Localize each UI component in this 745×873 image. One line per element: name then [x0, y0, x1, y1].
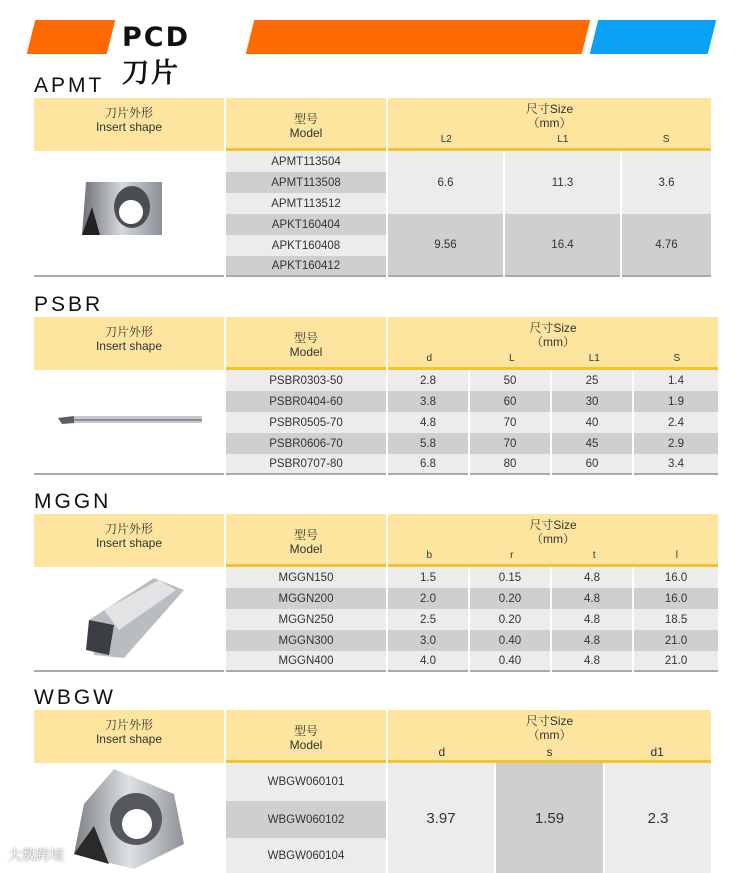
spec-table — [32, 98, 713, 277]
model-cell: APKT160408 — [226, 235, 386, 256]
model-cell: MGGN150 — [226, 567, 386, 588]
value-cell: 4.8 — [552, 567, 632, 588]
value-cell: 4.76 — [622, 214, 711, 277]
insert-image-psbr — [34, 370, 224, 475]
section-mggn — [34, 490, 706, 672]
value-cell: 4.8 — [552, 609, 632, 630]
value-cell: 3.0 — [388, 630, 468, 651]
value-cell: 45 — [552, 433, 632, 454]
table-row — [34, 370, 718, 391]
model-cell: MGGN250 — [226, 609, 386, 630]
value-cell: 16.0 — [634, 567, 718, 588]
value-cell: 6.6 — [388, 151, 503, 214]
value-cell: 0.40 — [470, 651, 550, 672]
value-cell: 0.40 — [470, 630, 550, 651]
value-cell: 9.56 — [388, 214, 503, 277]
value-cell: 3.8 — [388, 391, 468, 412]
header-shape: 刀片外形 Insert shape — [34, 710, 224, 763]
insert-image-apmt — [34, 151, 224, 277]
banner-orange-bar — [246, 20, 590, 54]
model-cell: APMT113508 — [226, 172, 386, 193]
value-cell: 60 — [470, 391, 550, 412]
watermark: 大数跨境 — [8, 847, 64, 863]
header-shape: 刀片外形 Insert shape — [34, 98, 224, 151]
model-cell: PSBR0606-70 — [226, 433, 386, 454]
value-cell: 1.59 — [496, 763, 603, 873]
page-title: PCD刀片 — [122, 22, 191, 89]
model-cell: MGGN400 — [226, 651, 386, 672]
model-cell: PSBR0505-70 — [226, 412, 386, 433]
value-cell: 30 — [552, 391, 632, 412]
value-cell: 6.8 — [388, 454, 468, 475]
section-psbr — [34, 293, 706, 475]
header-size: 尺寸Size （mm） L2 L1 S — [388, 98, 711, 151]
value-cell: 11.3 — [505, 151, 620, 214]
model-cell: WBGW060101 — [226, 763, 386, 801]
model-cell: MGGN300 — [226, 630, 386, 651]
header-model: 型号 Model — [226, 514, 386, 567]
value-cell: 5.8 — [388, 433, 468, 454]
value-cell: 2.0 — [388, 588, 468, 609]
header-shape: 刀片外形 Insert shape — [34, 317, 224, 370]
value-cell: 21.0 — [634, 630, 718, 651]
value-cell: 0.15 — [470, 567, 550, 588]
value-cell: 70 — [470, 412, 550, 433]
spec-table — [32, 317, 720, 475]
value-cell: 1.9 — [634, 391, 718, 412]
header-size: 尺寸Size （mm） b r t l — [388, 514, 718, 567]
value-cell: 3.4 — [634, 454, 718, 475]
value-cell: 25 — [552, 370, 632, 391]
section-title: WBGW — [34, 686, 116, 709]
spec-table — [32, 514, 720, 672]
value-cell: 50 — [470, 370, 550, 391]
model-cell: PSBR0707-80 — [226, 454, 386, 475]
value-cell: 1.5 — [388, 567, 468, 588]
banner-blue-bar — [590, 20, 716, 54]
value-cell: 3.6 — [622, 151, 711, 214]
model-cell: PSBR0303-50 — [226, 370, 386, 391]
model-cell: APMT113512 — [226, 193, 386, 214]
model-cell: APKT160404 — [226, 214, 386, 235]
section-title: PSBR — [34, 293, 104, 316]
model-cell: PSBR0404-60 — [226, 391, 386, 412]
spec-table — [32, 710, 713, 873]
table-row — [34, 567, 718, 588]
section-title: MGGN — [34, 490, 112, 513]
model-cell: WBGW060102 — [226, 801, 386, 838]
model-cell: APMT113504 — [226, 151, 386, 172]
value-cell: 0.20 — [470, 588, 550, 609]
value-cell: 80 — [470, 454, 550, 475]
header-model: 型号 Model — [226, 710, 386, 763]
value-cell: 16.0 — [634, 588, 718, 609]
header-model: 型号 Model — [226, 98, 386, 151]
value-cell: 4.0 — [388, 651, 468, 672]
value-cell: 2.3 — [605, 763, 711, 873]
value-cell: 2.5 — [388, 609, 468, 630]
model-cell: MGGN200 — [226, 588, 386, 609]
value-cell: 21.0 — [634, 651, 718, 672]
value-cell: 4.8 — [552, 651, 632, 672]
header-size: 尺寸Size （mm） d L L1 S — [388, 317, 718, 370]
value-cell: 16.4 — [505, 214, 620, 277]
value-cell: 2.8 — [388, 370, 468, 391]
value-cell: 60 — [552, 454, 632, 475]
insert-image-mggn — [34, 567, 224, 672]
header-model: 型号 Model — [226, 317, 386, 370]
value-cell: 0.20 — [470, 609, 550, 630]
value-cell: 2.4 — [634, 412, 718, 433]
header-size: 尺寸Size （mm） d s d1 — [388, 710, 711, 763]
value-cell: 4.8 — [552, 630, 632, 651]
value-cell: 40 — [552, 412, 632, 433]
value-cell: 70 — [470, 433, 550, 454]
banner-orange-left — [27, 20, 115, 54]
model-cell: APKT160412 — [226, 256, 386, 277]
header-shape: 刀片外形 Insert shape — [34, 514, 224, 567]
model-cell: WBGW060104 — [226, 838, 386, 873]
value-cell: 4.8 — [388, 412, 468, 433]
value-cell: 2.9 — [634, 433, 718, 454]
section-apmt — [34, 74, 706, 277]
value-cell: 4.8 — [552, 588, 632, 609]
value-cell: 18.5 — [634, 609, 718, 630]
value-cell: 1.4 — [634, 370, 718, 391]
value-cell: 3.97 — [388, 763, 494, 873]
section-wbgw — [34, 686, 706, 873]
section-title: APMT — [34, 74, 105, 97]
